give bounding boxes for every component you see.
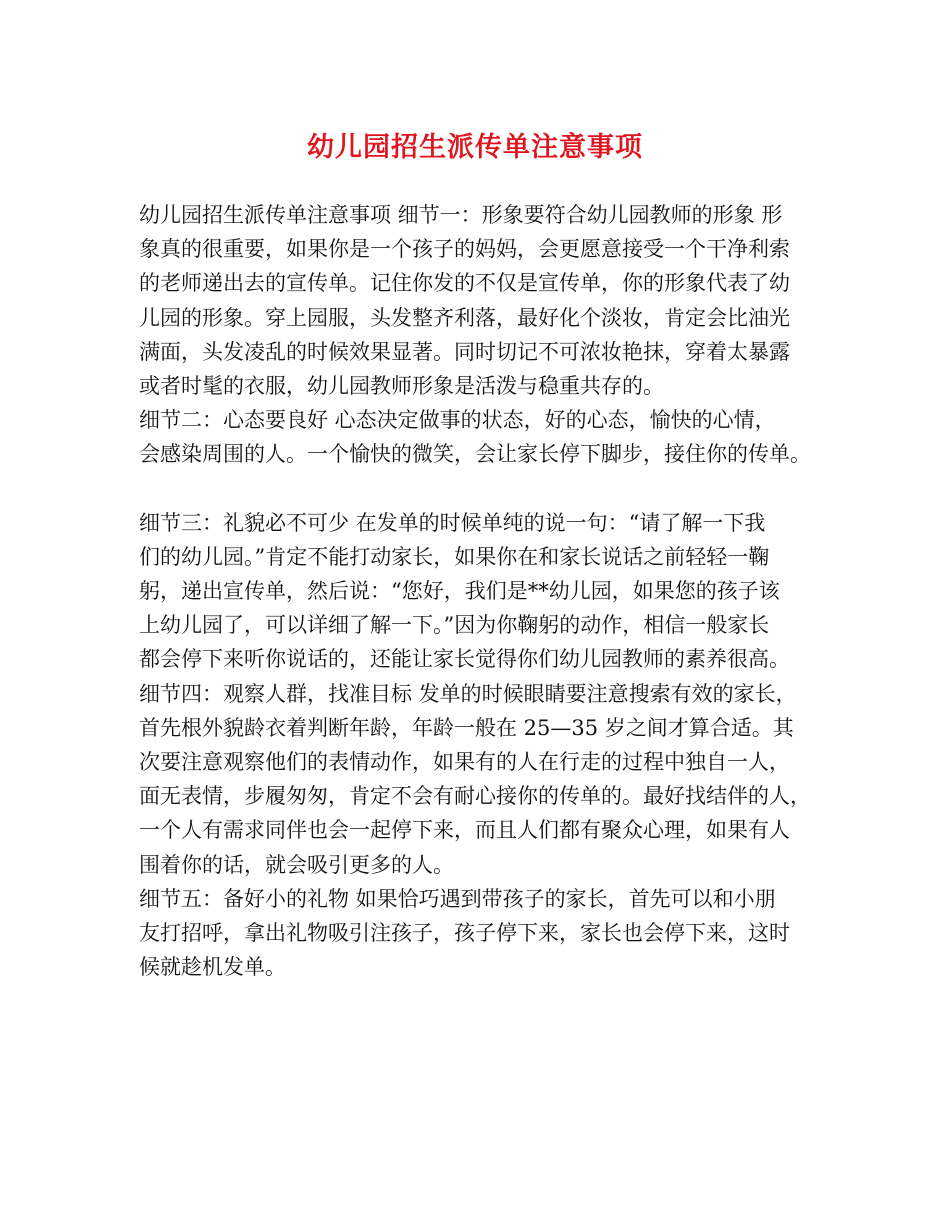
body-line: 或者时髦的衣服，幼儿园教师形象是活泼与稳重共存的。 (139, 373, 664, 398)
body-line: 一个人有需求同伴也会一起停下来，而且人们都有聚众心理，如果有人 (139, 818, 790, 843)
body-line: 细节四：观察人群，找准目标 发单的时候眼睛要注意搜索有效的家长， (139, 681, 797, 706)
body-line: 象真的很重要，如果你是一个孩子的妈妈，会更愿意接受一个干净利索 (139, 237, 790, 262)
body-line: 围着你的话，就会吸引更多的人。 (139, 852, 454, 877)
body-line: 躬，递出宣传单，然后说：“您好，我们是**幼儿园，如果您的孩子该 (139, 579, 780, 604)
body-line: 细节三：礼貌必不可少 在发单的时候单纯的说一句：“请了解一下我 (139, 510, 766, 535)
body-line: 细节二：心态要良好 心态决定做事的状态，好的心态，愉快的心情， (139, 408, 776, 433)
body-line: 首先根外貌龄衣着判断年龄，年龄一般在 25—35 岁之间才算合适。其 (139, 715, 794, 740)
body-line: 面无表情，步履匆匆，肯定不会有耐心接你的传单的。最好找结伴的人， (139, 784, 811, 809)
body-line: 会感染周围的人。一个愉快的微笑，会让家长停下脚步，接住你的传单。 (139, 442, 811, 467)
body-line: 友打招呼，拿出礼物吸引注孩子，孩子停下来，家长也会停下来，这时 (139, 920, 790, 945)
body-line: 儿园的形象。穿上园服，头发整齐利落，最好化个淡妆，肯定会比油光 (139, 305, 790, 330)
body-line: 满面，头发凌乱的时候效果显著。同时切记不可浓妆艳抹，穿着太暴露 (139, 339, 790, 364)
document-title: 幼儿园招生派传单注意事项 (307, 132, 643, 163)
body-line: 都会停下来听你说话的，还能让家长觉得你们幼儿园教师的素养很高。 (139, 647, 790, 672)
body-line: 幼儿园招生派传单注意事项 细节一：形象要符合幼儿园教师的形象 形 (139, 203, 783, 227)
body-line: 上幼儿园了，可以详细了解一下。”因为你鞠躬的动作，相信一般家长 (139, 613, 770, 638)
body-line: 候就趁机发单。 (139, 955, 286, 980)
body-line: 们的幼儿园。”肯定不能打动家长，如果你在和家长说话之前轻轻一鞠 (139, 544, 770, 569)
blank-line (139, 472, 829, 506)
body-line: 次要注意观察他们的表情动作，如果有的人在行走的过程中独自一人， (139, 750, 790, 774)
body-line: 细节五：备好小的礼物 如果恰巧遇到带孩子的家长，首先可以和小朋 (139, 886, 776, 911)
body-line: 的老师递出去的宣传单。记住你发的不仅是宣传单，你的形象代表了幼 (139, 271, 790, 296)
document-body (139, 198, 829, 984)
